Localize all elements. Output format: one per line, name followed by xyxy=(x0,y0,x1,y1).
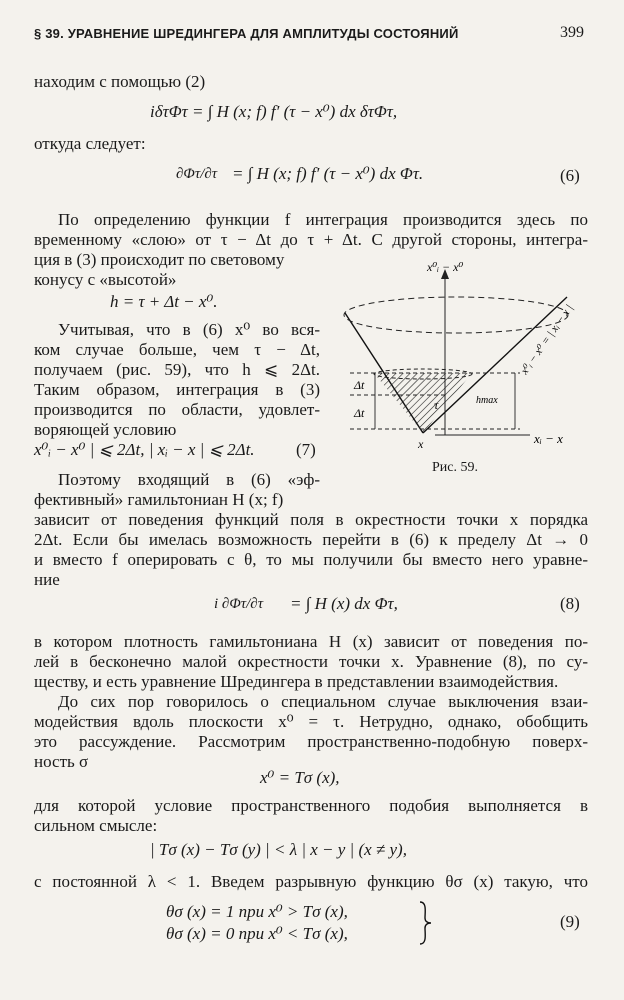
text-line: 2Δt. Если бы имелась возможность перейти в (6) к пределу Δt → 0 xyxy=(34,530,588,549)
equation-number-9: (9) xyxy=(560,912,580,931)
text-line: с постоянной λ < 1. Введем разрывную функцию θσ (x) такую, что xyxy=(34,872,588,891)
running-header: § 39. УРАВНЕНИЕ ШРЕДИНГЕРА ДЛЯ АМПЛИТУДЫ СОСТОЯНИЙ xyxy=(34,26,459,41)
text-line: в котором плотность гамильтониана H (x) зависит от поведения по- xyxy=(34,632,588,651)
text-line: для которой условие пространственного подобия выполняется в xyxy=(34,796,588,815)
equation-number-8: (8) xyxy=(560,594,580,613)
equation-6-rhs: = ∫ H (x; f) f′ (τ − x⁰) dx Φτ. xyxy=(232,164,424,183)
text-line: находим с помощью (2) xyxy=(34,72,206,91)
equation-9-brace xyxy=(418,900,434,946)
cone-label: x⁰ᵢ − x⁰ = | xᵢ − x | xyxy=(518,302,576,377)
equation-9-line-2: θσ (x) = 0 при x⁰ < Tσ (x), xyxy=(166,924,348,943)
hmax-label: hmax xyxy=(476,395,498,406)
text-line: ком случае больше, чем τ − Δt, xyxy=(34,340,320,359)
text-line: Таким образом, интеграция в (3) xyxy=(34,380,320,399)
text-line: производится по области, удовлет- xyxy=(34,400,320,419)
figure-59-light-cone xyxy=(330,255,600,475)
text-line: модействия вдоль плоскости x⁰ = τ. Нетрудно, однако, обобщить xyxy=(34,712,588,731)
text-line: Поэтому входящий в (6) «эф- xyxy=(58,470,320,489)
equation-condition: | Tσ (x) − Tσ (y) | < λ | x − y | (x ≠ y), xyxy=(150,840,407,859)
text-line: это рассуждение. Рассмотрим пространственно-подобную поверх- xyxy=(34,732,588,751)
text-line: ность σ xyxy=(34,752,89,771)
text-line: временному «слою» от τ − Δt до τ + Δt. С другой стороны, интегра- xyxy=(34,230,588,249)
text-line: фективный» гамильтониан H (x; f) xyxy=(34,490,284,509)
text-line: ция в (3) происходит по световому xyxy=(34,250,285,269)
equation-8-rhs: = ∫ H (x) dx Φτ, xyxy=(290,594,398,613)
equation-number-7: (7) xyxy=(296,440,316,459)
text-line: По определению функции f интеграция производится здесь по xyxy=(58,210,588,229)
text-line: откуда следует: xyxy=(34,134,146,153)
equation-surface: x⁰ = Tσ (x), xyxy=(260,768,340,787)
equation-8-lhs: i ∂Φτ/∂τ xyxy=(214,596,264,612)
equation-6-lhs: ∂Φτ/∂τ xyxy=(176,166,218,182)
equation-a: iδτΦτ = ∫ H (x; f) f′ (τ − x⁰) dx δτΦτ, xyxy=(150,102,398,121)
text-line: зависит от поведения функций поля в окрестности точки x порядка xyxy=(34,510,588,529)
equation-9-line-1: θσ (x) = 1 при x⁰ > Tσ (x), xyxy=(166,902,348,921)
text-line: До сих пор говорилось о специальном случае выключения взаи- xyxy=(58,692,588,711)
text-line: лей в бесконечно малой окрестности точки x. Уравнение (8), по су- xyxy=(34,652,588,671)
text-line: ществу, и есть уравнение Шредингера в представлении взаимодействия. xyxy=(34,672,559,691)
dt-upper-label: Δt xyxy=(354,378,365,392)
time-axis-label: x⁰ᵢ − x⁰ xyxy=(427,260,464,274)
tau-label: τ xyxy=(434,398,439,412)
text-line: Учитывая, что в (6) x⁰ во вся- xyxy=(58,320,320,339)
integration-region xyxy=(374,373,472,433)
page-number: 399 xyxy=(560,24,584,41)
text-line: конусу с «высотой» xyxy=(34,270,177,289)
text-line: сильном смысле: xyxy=(34,816,158,835)
text-line: воряющей условию xyxy=(34,420,177,439)
equation-number-6: (6) xyxy=(560,166,580,185)
text-line: получаем (рис. 59), что h ⩽ 2Δt. xyxy=(34,360,320,379)
text-line: ние xyxy=(34,570,60,589)
origin-label: x xyxy=(418,437,424,451)
equation-7: x⁰ᵢ − x⁰ | ⩽ 2Δt, | xᵢ − x | ⩽ 2Δt. xyxy=(34,440,255,459)
space-axis-label: xᵢ − x xyxy=(534,431,563,446)
dt-lower-label: Δt xyxy=(354,406,365,420)
figure-caption: Рис. 59. xyxy=(432,460,478,475)
text-line: и вместо f оперировать с θ, то мы получили бы вместо него уравне- xyxy=(34,550,588,569)
equation-h: h = τ + Δt − x⁰. xyxy=(110,292,218,311)
